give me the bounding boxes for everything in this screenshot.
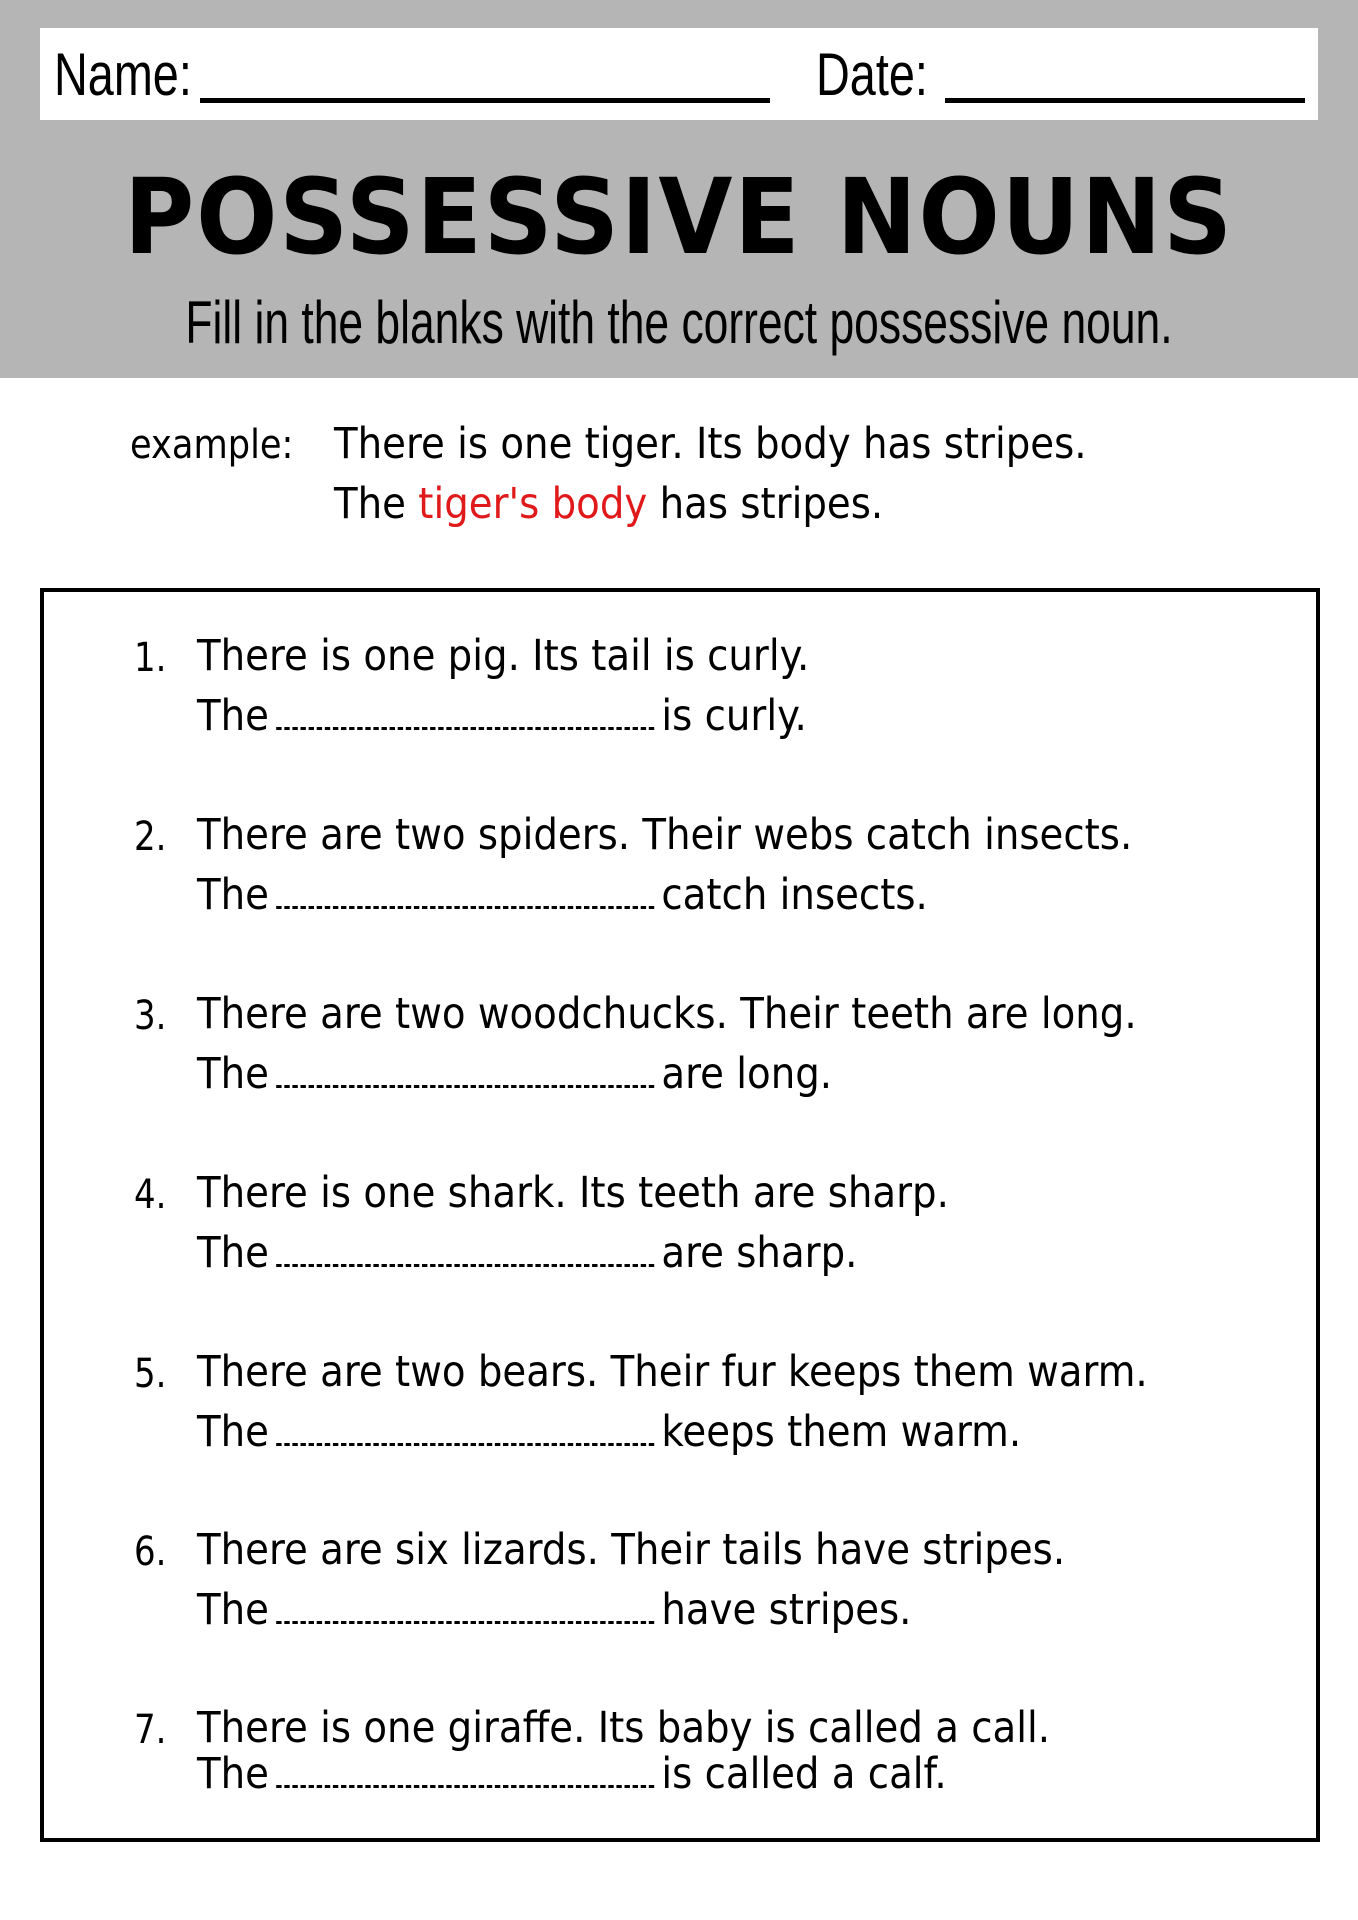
question-number: 3. [134,993,167,1039]
example-label: example: [130,422,294,468]
answer-suffix: catch insects. [661,870,928,920]
question-item [44,1340,1314,1460]
example-answer-highlight: tiger's body [418,479,648,529]
question-item [44,1696,1314,1816]
question-item [44,803,1314,923]
question-item [44,1518,1314,1638]
answer-blank[interactable] [276,1407,654,1446]
example-answer-prefix: The [334,479,419,529]
example-answer-suffix: has stripes. [647,479,884,529]
answer-suffix: are long. [661,1049,833,1099]
question-item [44,624,1314,744]
header-band [0,0,1358,378]
answer-blank[interactable] [276,1049,654,1088]
worksheet-title: POSSESSIVE NOUNS [124,156,1234,278]
answer-suffix: keeps them warm. [661,1407,1022,1457]
question-number: 1. [134,635,167,681]
answer-blank[interactable] [276,691,654,730]
answer-prefix: The [197,870,269,920]
question-answer-line [197,1404,1021,1460]
questions-box [40,588,1320,1842]
question-sentence: There are two woodchucks. Their teeth are long. [197,989,1137,1039]
answer-prefix: The [197,1407,269,1457]
question-answer-line [197,1225,857,1281]
question-answer-line [197,688,807,744]
question-answer-line [197,1046,832,1102]
answer-blank[interactable] [276,1749,654,1788]
name-date-box [40,28,1318,120]
answer-suffix: are sharp. [661,1228,858,1278]
answer-prefix: The [197,1228,269,1278]
answer-blank[interactable] [276,1228,654,1267]
worksheet-instructions: Fill in the blanks with the correct possessive noun. [185,289,1173,356]
answer-blank[interactable] [276,870,654,909]
question-sentence: There are two bears. Their fur keeps them warm. [197,1347,1148,1397]
question-number: 4. [134,1172,167,1218]
date-field-line[interactable] [945,98,1305,103]
name-field-line[interactable] [200,98,770,103]
name-label: Name: [54,41,192,108]
example-sentence: There is one tiger. Its body has stripes. [334,419,1087,469]
question-number: 6. [134,1529,167,1575]
answer-prefix: The [197,691,269,741]
question-sentence: There is one shark. Its teeth are sharp. [197,1168,949,1218]
example-answer [334,476,883,532]
question-sentence: There is one pig. Its tail is curly. [197,631,810,681]
question-number: 2. [134,814,167,860]
answer-prefix: The [197,1749,269,1799]
question-number: 7. [134,1707,167,1753]
question-item [44,982,1314,1102]
question-answer-line [197,1746,947,1802]
question-answer-line [197,1582,911,1638]
answer-prefix: The [197,1585,269,1635]
question-number: 5. [134,1351,167,1397]
question-sentence: There is one giraffe. Its baby is called a call. [197,1703,1051,1753]
question-sentence: There are two spiders. Their webs catch insects. [197,810,1133,860]
answer-suffix: is curly. [661,691,807,741]
answer-suffix: is called a calf. [661,1749,947,1799]
question-answer-line [197,867,928,923]
question-item [44,1161,1314,1281]
answer-blank[interactable] [276,1585,654,1624]
date-label: Date: [816,41,928,108]
question-sentence: There are six lizards. Their tails have stripes. [197,1525,1066,1575]
answer-suffix: have stripes. [661,1585,912,1635]
answer-prefix: The [197,1049,269,1099]
